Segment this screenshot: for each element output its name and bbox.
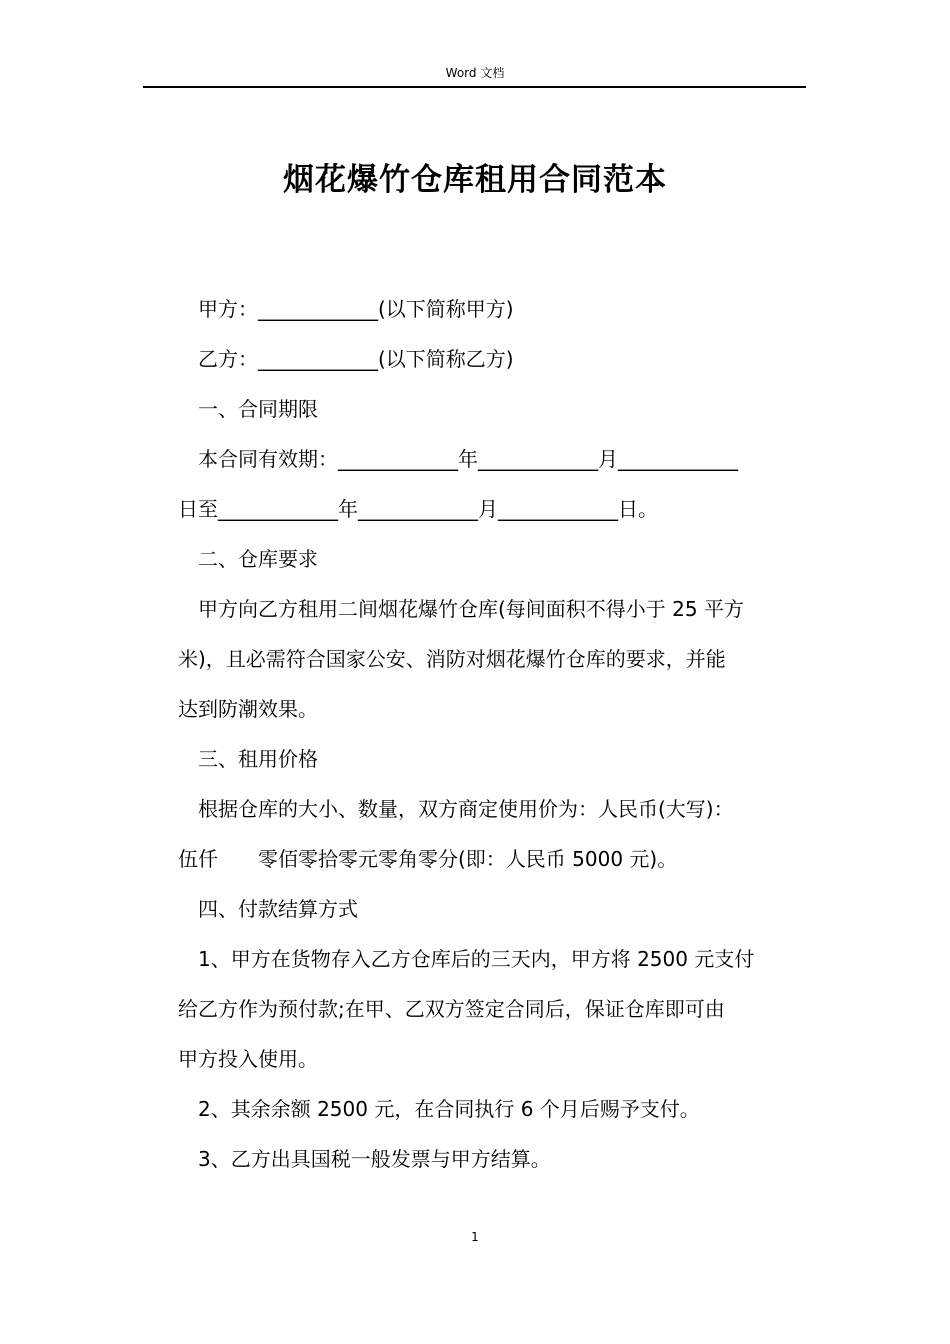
paragraph-line: 达到防潮效果。 xyxy=(178,697,318,721)
party-a-line: 甲方：____________(以下简称甲方) xyxy=(198,297,514,321)
header-label: Word 文档 xyxy=(445,66,505,80)
paragraph-line: 根据仓库的大小、数量，双方商定使用价为：人民币(大写)： xyxy=(198,797,734,821)
section-heading-payment: 四、付款结算方式 xyxy=(198,897,358,921)
page-number: 1 xyxy=(471,1230,479,1244)
paragraph-line: 甲方向乙方租用二间烟花爆竹仓库(每间面积不得小于 25 平方 xyxy=(198,597,744,621)
document-title: 烟花爆竹仓库租用合同范本 xyxy=(283,162,667,198)
document-body xyxy=(178,284,803,1184)
paragraph-line: 1、甲方在货物存入乙方仓库后的三天内，甲方将 2500 元支付 xyxy=(198,947,755,971)
section-heading-requirements: 二、仓库要求 xyxy=(198,547,318,571)
section-heading-term: 一、合同期限 xyxy=(198,397,318,421)
paragraph-line: 伍仟 零佰零拾零元零角零分(即：人民币 5000 元)。 xyxy=(178,847,678,871)
paragraph-line: 甲方投入使用。 xyxy=(178,1047,318,1071)
paragraph-line: 给乙方作为预付款;在甲、乙双方签定合同后，保证仓库即可由 xyxy=(178,997,725,1021)
paragraph-line: 2、其余余额 2500 元，在合同执行 6 个月后赐予支付。 xyxy=(198,1097,700,1121)
paragraph-line: 米)，且必需符合国家公安、消防对烟花爆竹仓库的要求，并能 xyxy=(178,647,726,671)
header-rule xyxy=(143,86,806,88)
section-heading-price: 三、租用价格 xyxy=(198,747,318,771)
paragraph-line: 本合同有效期：____________年____________月____________ xyxy=(198,447,738,471)
party-b-line: 乙方：____________(以下简称乙方) xyxy=(198,347,514,371)
paragraph-line: 日至____________年____________月____________日。 xyxy=(178,497,658,521)
paragraph-line: 3、乙方出具国税一般发票与甲方结算。 xyxy=(198,1147,551,1171)
